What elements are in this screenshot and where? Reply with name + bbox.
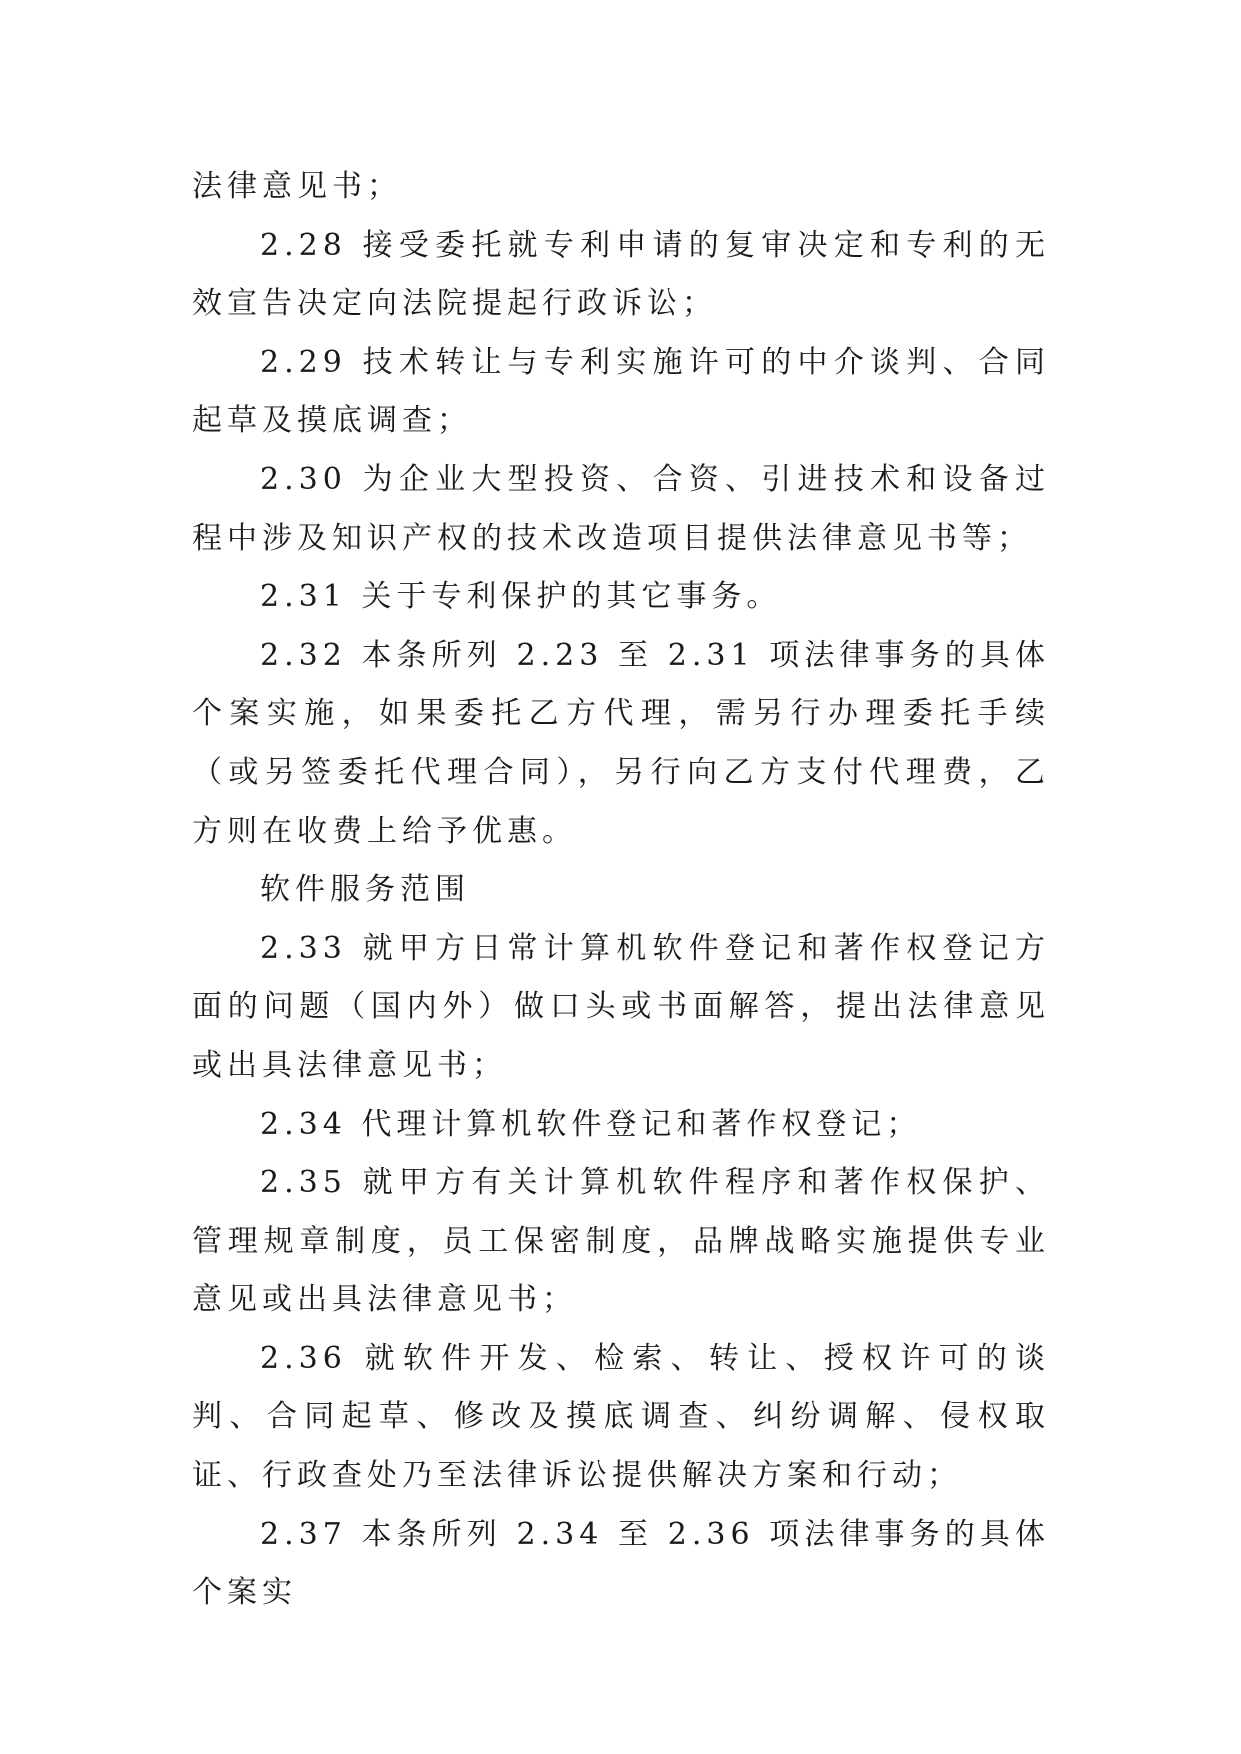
paragraph-2-32: 2.32 本条所列 2.23 至 2.31 项法律事务的具体个案实施，如果委托乙方代理，需另行办理委托手续（或另签委托代理合同），另行向乙方支付代理费，乙方则在收费上给予优惠。 [192,637,1050,849]
paragraph-2-34: 2.34 代理计算机软件登记和著作权登记； [260,1106,922,1142]
paragraph-2-28: 2.28 接受委托就专利申请的复审决定和专利的无效宣告决定向法院提起行政诉讼； [192,227,1050,322]
paragraph-2-33: 2.33 就甲方日常计算机软件登记和著作权登记方面的问题（国内外）做口头或书面解答，提出法律意见或出具法律意见书； [192,930,1050,1083]
document-body [192,158,1050,1623]
paragraph-2-30: 2.30 为企业大型投资、合资、引进技术和设备过程中涉及知识产权的技术改造项目提供法律意见书等； [192,461,1050,556]
paragraph-2-29: 2.29 技术转让与专利实施许可的中介谈判、合同起草及摸底调查； [192,344,1050,439]
paragraph-2-31: 2.31 关于专利保护的其它事务。 [260,579,782,615]
paragraph-2-37: 2.37 本条所列 2.34 至 2.36 项法律事务的具体个案实 [192,1516,1050,1611]
paragraph-2-35: 2.35 就甲方有关计算机软件程序和著作权保护、管理规章制度，员工保密制度，品牌战略实施提供专业意见或出具法律意见书； [192,1165,1050,1318]
section-heading-software: 软件服务范围 [260,872,470,908]
paragraph-continuation: 法律意见书； [192,169,402,204]
paragraph-2-36: 2.36 就软件开发、检索、转让、授权许可的谈判、合同起草、修改及摸底调查、纠纷调解、侵权取证、行政查处乃至法律诉讼提供解决方案和行动； [192,1340,1050,1494]
